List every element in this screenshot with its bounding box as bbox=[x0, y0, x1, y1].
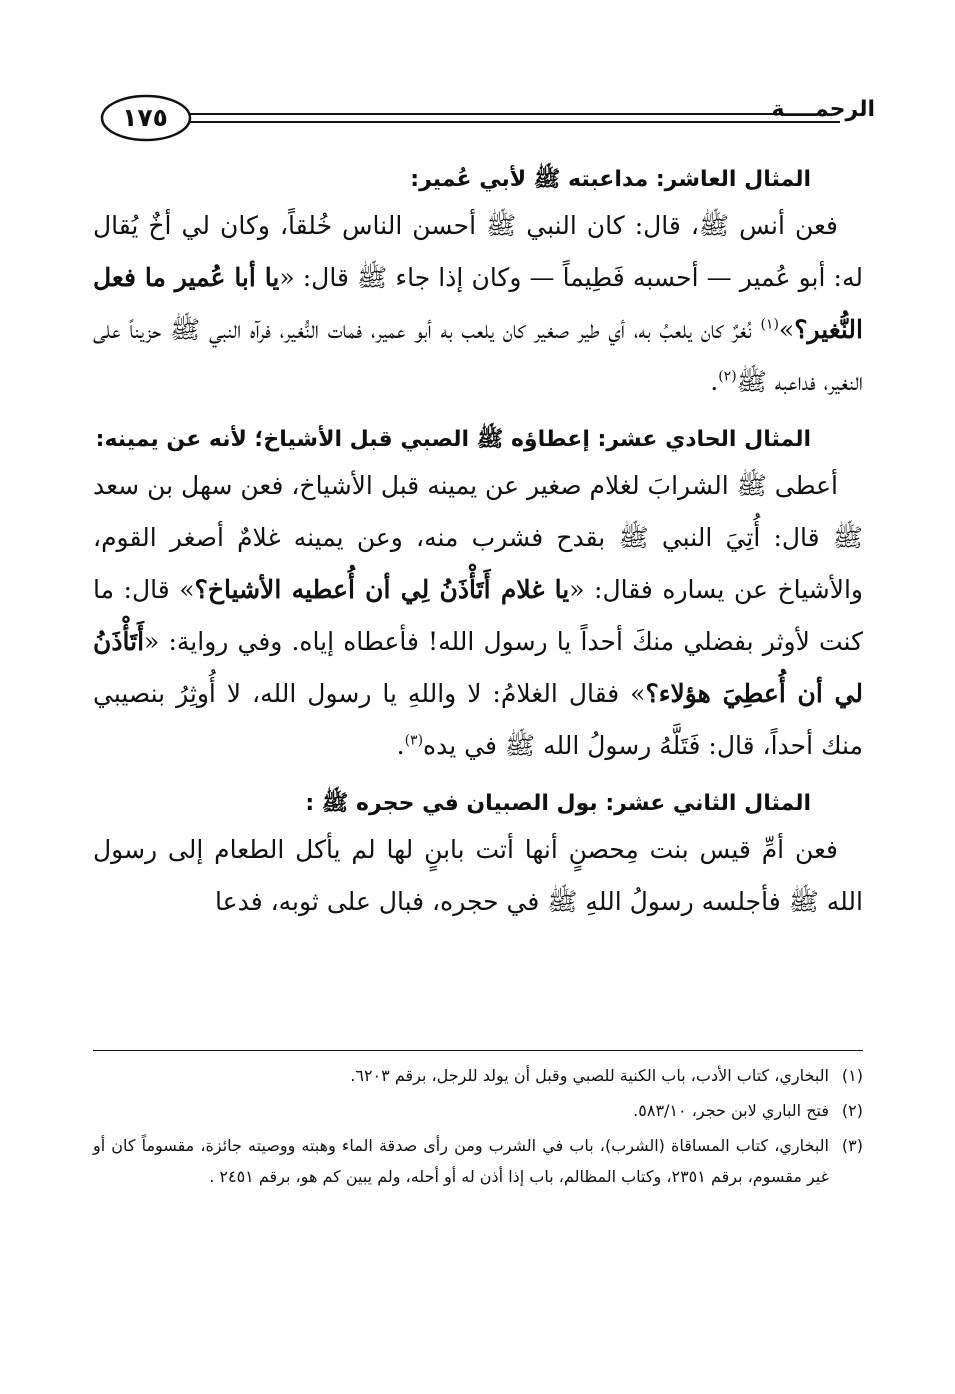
quoted-hadith: يا أبا عُمير ما فعل النُّغير؟ bbox=[93, 263, 863, 344]
footnote-number: (٢) bbox=[841, 1101, 863, 1120]
text-run: فعن أمِّ قيس بنت مِحصنٍ أنها أتت بابنٍ لها لم يأكل الطعام إلى رسول الله ﷺ فأجلسه رسولُ اللهِ ﷺ في حجره، فبال على ثوبه، فدعا bbox=[93, 835, 863, 916]
footnote-text: فتح الباري لابن حجر، ٥٨٣/١٠. bbox=[633, 1101, 829, 1120]
footnote-item bbox=[93, 1095, 863, 1126]
section-paragraph-12 bbox=[93, 824, 863, 928]
footnote-ref: (١) bbox=[760, 316, 779, 333]
footnote-text: البخاري، كتاب الأدب، باب الكنية للصبي وقبل أن يولد للرجل، برقم ٦٢٠٣. bbox=[350, 1066, 829, 1085]
text-run: » قال: ما كنت لأوثر بفضلي منكَ أحداً يا رسول الله! فأعطاه إياه. وفي رواية: « bbox=[93, 575, 863, 656]
footnote-text: البخاري، كتاب المساقاة (الشرب)، باب في الشرب ومن رأى صدقة الماء وهبته ووصيته جائزة، مقسوماً كان أو غير مقسوم، برقم ٢٣٥١، وكتاب المظالم، باب إذا أذن له أو أحله، ولم يبين كم هو، برقم ٢٤٥١ . bbox=[93, 1136, 829, 1186]
footnotes bbox=[93, 1056, 863, 1196]
text-run: أعطى ﷺ الشرابَ لغلام صغير عن يمينه قبل الأشياخ، فعن سهل بن سعد ﷺ قال: أُتِيَ النبي ﷺ بقدح فشرب منه، وعن يمينه غلامٌ أصغر القوم، والأشياخ عن يساره فقال: « bbox=[93, 471, 863, 604]
section-paragraph-10 bbox=[93, 200, 863, 408]
text-run: فعن أنس ﷺ، قال: كان النبي ﷺ أحسن الناس خُلقاً، وكان لي أخٌ يُقال له: أبو عُمير — أحسبه فَطِيماً — وكان إذا جاء ﷺ قال: « bbox=[93, 211, 863, 292]
text-run: » فقال الغلامُ: لا واللهِ يا رسول الله، لا أُوثِرُ بنصيبي منك أحداً، قال: فَتَلَّهُ رسولُ الله ﷺ في يده bbox=[93, 679, 863, 760]
text-run: . bbox=[710, 367, 719, 396]
quoted-hadith: يا غلام أَتَأْذَنُ لِي أن أُعطيه الأشياخ؟ bbox=[194, 575, 570, 604]
section-paragraph-11 bbox=[93, 460, 863, 772]
section-heading-11: المثال الحادي عشر: إعطاؤه ﷺ الصبي قبل الأشياخ؛ لأنه عن يمينه: bbox=[95, 427, 811, 452]
quoted-hadith: أَتَأْذَنُ لي أن أُعطِيَ هؤلاء؟ bbox=[93, 627, 864, 708]
footnote-ref: (٢) bbox=[718, 368, 737, 385]
page-number: ١٧٥ bbox=[122, 103, 168, 132]
footnote-ref: (٣) bbox=[404, 732, 424, 749]
footnote-number: (١) bbox=[841, 1066, 863, 1085]
footnote-number: (٣) bbox=[841, 1136, 863, 1155]
text-run: » bbox=[778, 315, 795, 344]
footnote-divider bbox=[93, 1050, 863, 1051]
text-run: . bbox=[396, 731, 405, 760]
footnote-item bbox=[93, 1130, 863, 1192]
main-content bbox=[93, 160, 863, 940]
page-header bbox=[100, 92, 875, 156]
section-heading-10: المثال العاشر: مداعبته ﷺ لأبي عُمير: bbox=[410, 167, 811, 192]
running-header-title: الرحمــــة bbox=[771, 97, 875, 122]
header-ornament bbox=[100, 92, 875, 156]
text-run: نُغرٌ كان يلعبُ به، أي طير صغير كان يلعب به أبو عمير، فمات النُّغير، فرآه النبي ﷺ حزيناً على النغير، فداعبه ﷺ bbox=[93, 315, 863, 396]
section-heading-12: المثال الثاني عشر: بول الصبيان في حجره ﷺ : bbox=[305, 791, 811, 816]
footnote-item bbox=[93, 1060, 863, 1091]
